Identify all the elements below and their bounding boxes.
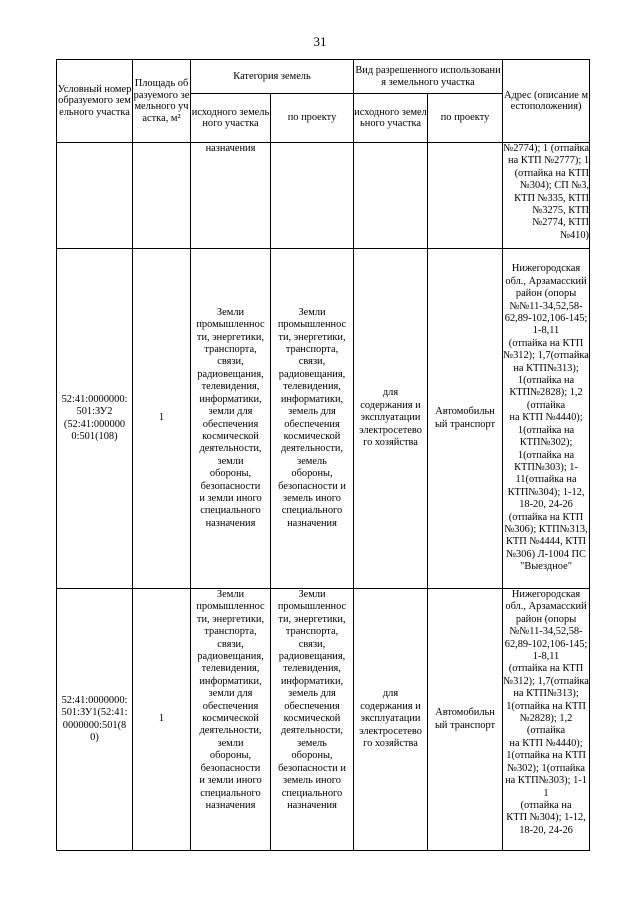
header-conditional-number: Условный номер образуемого земельного участка [57,60,133,143]
cell-use-project: Автомобильн ый транспорт [428,249,503,589]
cell-use-project [428,143,503,249]
header-category-project: по проекту [271,94,354,143]
cell-category-source: назначения [191,143,271,249]
cell-category-source: Земли промышленнос ти, энергетики, транспорта, связи, радиовещания, телевидения, информатики, земли для обеспечения космической деятельности, земли обороны, безопасности и земли иного специального назначения [191,589,271,851]
cell-use-source [354,143,428,249]
cell-area: 1 [133,249,191,589]
header-permitted-use: Вид разрешенного использования земельного участка [354,60,503,94]
header-area: Площадь образуемого земельного участка, м² [133,60,191,143]
cell-area [133,143,191,249]
cell-use-source: для содержания и эксплуатации электросетево го хозяйства [354,249,428,589]
table-row-continuation [57,143,590,249]
cell-address: №2774); 1 (отпайка на КТП №2777); 1 (отпайка на КТП №304); СП №3, КТП №335, КТП №3275, КТП №2774, КТП №410) [503,143,590,249]
cell-address: Нижегородская обл., Арзамасский район (опоры №№11-34,52,58- 62,89-102,106-145; 1-8,11 (отпайка на КТП №312); 1,7(отпайка на КТП№313); 1(отпайка на КТП№2828); 1,2 (отпайка на КТП №4440); 1(отпайка на КТП№302); 1(отпайка на КТП№303); 1- 11(отпайка на КТП№304); 1-12, 18-20, 24-26 (отпайка на КТП №306); КТП№313, КТП №4444, КТП №306) Л-1004 ПС "Выездное" [503,249,590,589]
cell-number: 52:41:0000000: 501:ЗУ2 (52:41:000000 0:501(108) [57,249,133,589]
cell-number [57,143,133,249]
cell-address: Нижегородская обл., Арзамасский район (опоры №№11-34,52,58- 62,89-102,106-145; 1-8,11 (отпайка на КТП №312); 1,7(отпайка на КТП№313); 1(отпайка на КТП №2828); 1,2 (отпайка на КТП №4440); 1(отпайка на КТП №302); 1(отпайка на КТП№303); 1-11 (отпайка на КТП №304); 1-12, 18-20, 24-26 [503,589,590,851]
header-land-category: Категория земель [191,60,354,94]
header-address: Адрес (описание местоположения) [503,60,590,143]
page-number: 31 [313,34,327,49]
header-use-source: исходного земельного участка [354,94,428,143]
header-use-project: по проекту [428,94,503,143]
cell-category-project: Земли промышленнос ти, энергетики, транспорта, связи, радиовещания, телевидения, информатики, земель для обеспечения космической деятельности, земель обороны, безопасности и земель иного специального назначения [271,249,354,589]
cell-category-project [271,143,354,249]
land-plots-table [56,59,590,851]
table-row [57,589,590,851]
header-category-source: исходного земельного участка [191,94,271,143]
cell-category-project: Земли промышленнос ти, энергетики, транспорта, связи, радиовещания, телевидения, информатики, земель для обеспечения космической деятельности, земель обороны, безопасности и земель иного специального назначения [271,589,354,851]
table-row [57,249,590,589]
cell-number: 52:41:0000000: 501:ЗУ1(52:41: 0000000:501(8 0) [57,589,133,851]
cell-category-source: Земли промышленнос ти, энергетики, транспорта, связи, радиовещания, телевидения, информатики, земли для обеспечения космической деятельности, земли обороны, безопасности и земли иного специального назначения [191,249,271,589]
cell-use-project: Автомобильн ый транспорт [428,589,503,851]
cell-area: 1 [133,589,191,851]
cell-use-source: для содержания и эксплуатации электросетево го хозяйства [354,589,428,851]
